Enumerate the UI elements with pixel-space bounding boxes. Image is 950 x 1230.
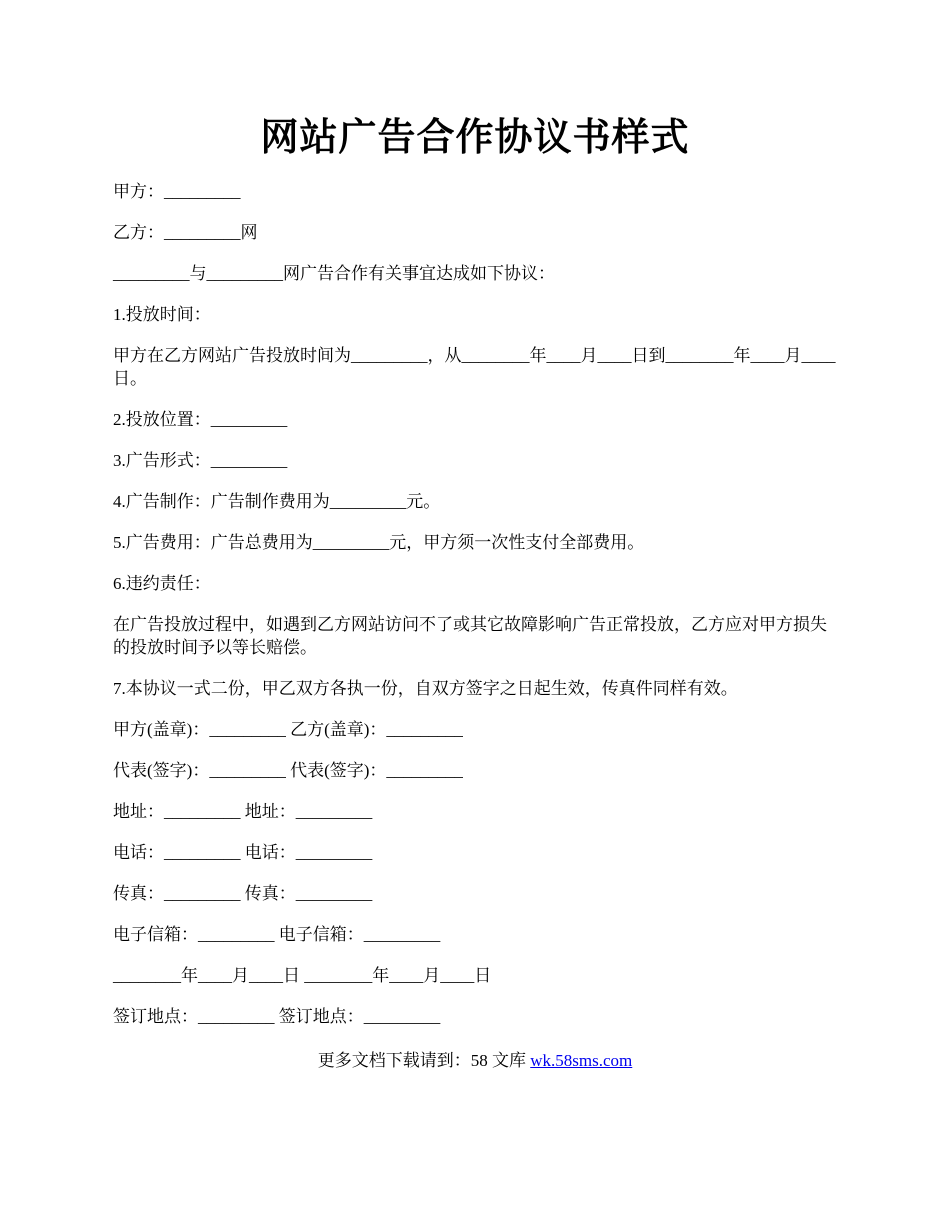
date-line: ________年____月____日 ________年____月____日 [113,966,492,985]
email-line: 电子信箱：_________ 电子信箱：_________ [113,925,441,944]
clause-1-body: 甲方在乙方网站广告投放时间为_________，从________年____月____日到________年____月____日。 [113,346,836,388]
agreement-intro: _________与_________网广告合作有关事宜达成如下协议： [113,264,555,283]
party-a-line: 甲方：_________ [113,182,241,201]
signing-place-line: 签订地点：_________ 签订地点：_________ [113,1007,441,1026]
party-b-line: 乙方：_________网 [113,223,258,242]
clause-6-heading: 6.违约责任： [113,574,211,593]
clause-3: 3.广告形式：_________ [113,451,288,470]
footer-link[interactable]: wk.58sms.com [530,1051,633,1070]
clause-2: 2.投放位置：_________ [113,410,288,429]
footer [0,1049,950,1072]
clause-7: 7.本协议一式二份，甲乙双方各执一份，自双方签字之日起生效，传真件同样有效。 [113,679,738,698]
clause-5: 5.广告费用：广告总费用为_________元，甲方须一次性支付全部费用。 [113,533,645,552]
seal-line: 甲方(盖章)：_________ 乙方(盖章)：_________ [113,720,463,739]
footer-text: 更多文档下载请到：58 文库 [317,1051,531,1070]
fax-line: 传真：_________ 传真：_________ [113,884,373,903]
representative-line: 代表(签字)：_________ 代表(签字)：_________ [113,761,463,780]
clause-6-body: 在广告投放过程中，如遇到乙方网站访问不了或其它故障影响广告正常投放，乙方应对甲方损失的投放时间予以等长赔偿。 [113,615,827,657]
clause-1-heading: 1.投放时间： [113,305,211,324]
document-title: 网站广告合作协议书样式 [260,117,690,159]
address-line: 地址：_________ 地址：_________ [113,802,373,821]
document-body [113,180,841,1046]
clause-4: 4.广告制作：广告制作费用为_________元。 [113,492,441,511]
phone-line: 电话：_________ 电话：_________ [113,843,373,862]
